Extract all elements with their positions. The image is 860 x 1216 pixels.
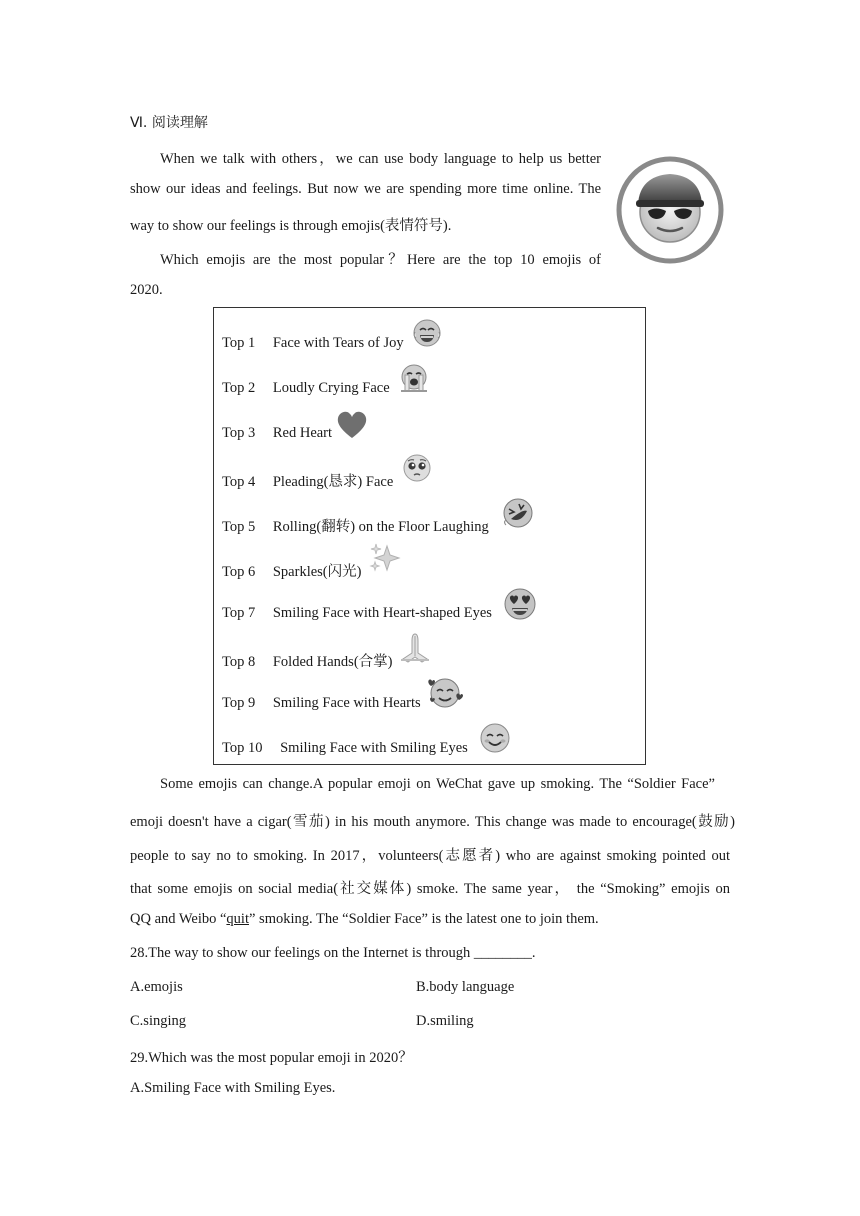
rank-label: Top 5 xyxy=(222,519,256,535)
table-row xyxy=(222,740,468,768)
intro-line-5: 2020. xyxy=(130,282,163,298)
emoji-ranking-table xyxy=(213,307,646,765)
rank-label: Top 6 xyxy=(222,564,256,580)
emoji-name: Pleading(恳求) Face xyxy=(272,474,394,490)
emoji-name: Smiling Face with Smiling Eyes xyxy=(280,740,468,756)
underlined-word: quit xyxy=(226,911,249,927)
rolling-laughing-icon xyxy=(501,497,535,529)
rank-label: Top 3 xyxy=(222,425,256,441)
rank-label: Top 2 xyxy=(222,380,256,396)
red-heart-icon xyxy=(336,410,368,440)
intro-line-1: When we talk with others，we can use body language to help us better xyxy=(160,151,601,167)
sparkles-icon xyxy=(369,542,401,574)
rank-label: Top 7 xyxy=(222,605,256,621)
table-row xyxy=(222,560,361,588)
table-row xyxy=(222,650,392,678)
intro-line-3: way to show our feelings is through emojis(表情符号). xyxy=(130,218,452,234)
emoji-name: Sparkles(闪光) xyxy=(272,564,362,580)
rank-label: Top 1 xyxy=(222,335,256,351)
emoji-name: Loudly Crying Face xyxy=(272,380,390,396)
soldier-face-icon xyxy=(614,154,726,266)
passage-line-2: emoji doesn't have a cigar(雪茄) in his mouth anymore. This change was made to encourage(鼓励) xyxy=(130,814,735,830)
section-heading: Ⅵ. 阅读理解 xyxy=(130,115,208,131)
face-with-tears-of-joy-icon xyxy=(412,318,442,348)
folded-hands-icon xyxy=(398,631,432,665)
emoji-name: Face with Tears of Joy xyxy=(272,335,404,351)
passage-text: ” smoking. The “Soldier Face” is the latest one to join them. xyxy=(248,911,599,927)
intro-line-4: Which emojis are the most popular？Here are the top 10 emojis of xyxy=(160,252,601,268)
rank-label: Top 4 xyxy=(222,474,256,490)
pleading-face-icon xyxy=(402,453,432,483)
passage-line-4: that some emojis on social media(社交媒体) smoke. The same year， the “Smoking” emojis on xyxy=(130,881,730,897)
table-row xyxy=(222,380,390,408)
question-29-stem: 29.Which was the most popular emoji in 2020？ xyxy=(130,1050,413,1066)
rank-label: Top 9 xyxy=(222,695,256,711)
question-28-option-c: C.singing xyxy=(130,1013,186,1029)
table-row xyxy=(222,515,489,543)
intro-line-2: show our ideas and feelings. But now we are spending more time online. The xyxy=(130,181,601,197)
rank-label: Top 10 xyxy=(222,740,263,756)
emoji-name: Folded Hands(合掌) xyxy=(272,654,393,670)
rank-label: Top 8 xyxy=(222,654,256,670)
heart-eyes-face-icon xyxy=(503,587,537,621)
question-28-option-b: B.body language xyxy=(416,979,515,995)
emoji-name: Red Heart xyxy=(272,425,333,441)
question-29-option-a: A.Smiling Face with Smiling Eyes. xyxy=(130,1080,336,1096)
emoji-name: Smiling Face with Heart-shaped Eyes xyxy=(272,605,492,621)
loudly-crying-face-icon xyxy=(399,363,429,393)
emoji-name: Smiling Face with Hearts xyxy=(272,695,421,711)
emoji-name: Rolling(翻转) on the Floor Laughing xyxy=(272,519,489,535)
table-row xyxy=(222,335,404,363)
question-28-option-d: D.smiling xyxy=(416,1013,474,1029)
question-28-option-a: A.emojis xyxy=(130,979,183,995)
table-row xyxy=(222,425,332,453)
table-row xyxy=(222,695,421,723)
passage-line-3: people to say no to smoking. In 2017，volunteers(志愿者) who are against smoking pointed out xyxy=(130,848,730,864)
passage-line-5 xyxy=(130,911,599,928)
passage-line-1: Some emojis can change.A popular emoji on WeChat gave up smoking. The “Soldier Face” xyxy=(160,776,715,792)
question-28-stem: 28.The way to show our feelings on the Internet is through ________. xyxy=(130,945,536,961)
smiling-face-with-hearts-icon xyxy=(426,676,464,710)
table-row xyxy=(222,605,492,633)
smiling-eyes-face-icon xyxy=(479,722,511,754)
passage-text: QQ and Weibo “ xyxy=(130,911,227,927)
table-row xyxy=(222,470,393,498)
